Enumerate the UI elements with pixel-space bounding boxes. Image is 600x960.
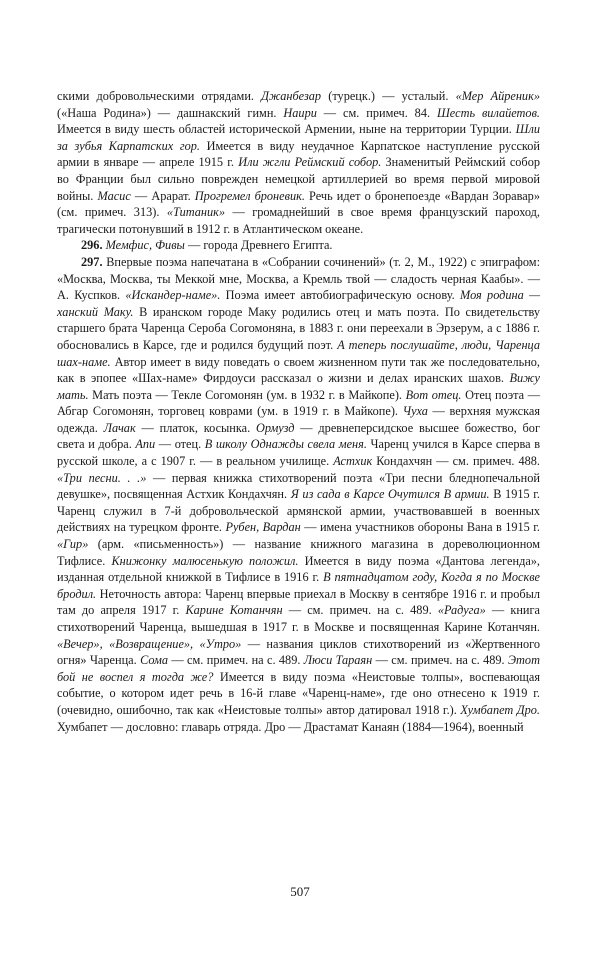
commentary-segment: Имеется в виду поэма «Неистовые толпы», воспевающая событие, о котором идет речь в 16-й главе «Чаренц-наме», где оно отнесено к 1919 г. (очевидно, ошибочно, так как «Неистовые толпы» автор датировал 1918 г.). <box>57 669 540 717</box>
cited-phrase: Вижу мать. <box>57 371 540 402</box>
cited-phrase: Этот бой не воспел я тогда же? <box>57 653 540 684</box>
cited-phrase: «Три песни. . .» <box>57 470 147 485</box>
paragraph-continuation <box>57 88 540 237</box>
cited-phrase: Прогремел броневик. <box>194 188 305 203</box>
commentary-segment: — см. примеч. на с. 489. <box>168 653 304 668</box>
commentary-segment: Автор имеет в виду поведать о своем жизненном пути так же последовательно, как в эпопее «Шах-наме» Фирдоуси рассказал о жизни и делах иранских шахов. <box>57 354 540 386</box>
commentary-segment: Впервые поэма напечатана в «Собрании сочинений» (т. 2, М., 1922) с эпиграфом: «Москва, Москва, ты Меккой мне, Москва, а Кремль твой — сладость черная Каабы». — А. Куспков. <box>57 254 540 303</box>
cited-phrase: Апи <box>135 437 156 452</box>
commentary-segment: — Арарат. <box>130 188 195 203</box>
cited-phrase: Лачак <box>103 420 136 435</box>
cited-phrase: Ормузд <box>256 420 295 435</box>
cited-phrase: Астхик <box>333 454 373 469</box>
cited-phrase: Сома <box>140 653 169 668</box>
commentary-segment: (турецк.) — усталый. <box>321 89 456 103</box>
commentary-segment: — первая книжка стихотворений поэта «Три песни бледнопечальной девушке», посвященная Астхик Кондахчян. <box>57 470 540 502</box>
commentary-segment: В иранском городе Маку родились отец и мать поэта. По свидетельству старшего брата Чаренца Сероба Согомоняна, в 1883 г. они переехали в Эрзерум, а с 1886 г. обосновались в Карсе, где и родился будущий поэт. <box>57 304 541 352</box>
commentary-segment: Хумбапет — дословно: главарь отряда. Дро — Драстамат Канаян (1884—1964), военный <box>57 719 524 734</box>
cited-phrase: Шли за зубья Карпатских гор. <box>57 122 540 153</box>
cited-phrase: Шесть вилайетов. <box>436 105 540 120</box>
commentary-segment: — имена участников обороны Вана в 1915 г. <box>300 520 540 535</box>
note-297 <box>57 254 540 735</box>
cited-phrase: Моя родина — ханский Маку. <box>57 288 541 319</box>
commentary-segment: Неточность автора: Чаренц впервые приехал в Москву в сентябре 1916 г. и пробыл там до апреля 1917 г. <box>57 586 540 618</box>
commentary-segment: Кондахчян — см. примеч. 488. <box>372 454 540 469</box>
commentary-segment: Чаренц учился в Карсе сперва в русской школе, а с 1907 г. — в реальном училище. <box>57 437 541 469</box>
commentary-segment: скими добровольческими отрядами. <box>57 89 262 103</box>
cited-phrase: Джанбезар <box>261 89 322 103</box>
commentary-segment: Мать поэта — Текле Согомонян (ум. в 1932 г. в Майкопе). <box>88 387 406 402</box>
commentary-segment: В 1915 г. Чаренц служил в 7-й добровольческой армянской армии, участвовавшей в военных действиях на турецком фронте. <box>57 487 541 535</box>
cited-phrase: Вот отец. <box>405 387 462 402</box>
commentary-segment: (арм. «письменность») — название книжного магазина в дореволюционном Тифлисе. <box>57 537 540 568</box>
commentary-segment: Поэма имеет автобиографическую основу. <box>220 288 460 303</box>
commentary-segment: Знаменитый Реймский собор во Франции был сильно поврежден немецкой артиллерией во время первой мировой войны. <box>57 155 540 203</box>
cited-phrase: «Гир» <box>57 537 89 552</box>
commentary-segment: — города Древнего Египта. <box>184 238 333 253</box>
cited-phrase: Я из сада в Карсе Очутился В армии. <box>290 487 490 502</box>
cited-phrase: В пятнадцатом году, Когда я по Москве бродил. <box>57 570 540 601</box>
cited-phrase: «Мер Айреник» <box>455 89 540 103</box>
commentary-segment: — названия циклов стихотворений из «Жертвенного огня» Чаренца. <box>57 636 540 668</box>
cited-phrase: Мемфис, Фивы <box>105 238 185 253</box>
commentary-segment: Имеется в виду неудачное Карпатское наступление русской армии в январе — апреле 1915 г. <box>57 138 540 170</box>
commentary-segment: («Наша Родина») — дашнакский гимн. <box>57 105 284 120</box>
commentary-segment: — платок, косынка. <box>135 420 257 435</box>
cited-phrase: Карине Котанчян <box>185 603 283 618</box>
page-number: 507 <box>290 884 310 899</box>
commentary-segment: — верхняя мужская одежда. <box>57 404 540 435</box>
commentary-segment: — см. примеч. 84. <box>316 105 437 120</box>
commentary-segment: Отец поэта — Абгар Согомонян, торговец коврами (ум. в 1919 г. в Майкопе). <box>57 387 540 419</box>
cited-phrase: Люси Тараян <box>303 653 373 668</box>
note-number: 296. <box>81 238 103 253</box>
cited-phrase: В школу Однажды свела меня. <box>204 437 367 452</box>
note-296 <box>57 237 540 254</box>
cited-phrase: А теперь послушайте, люди, Чаренца шах-наме. <box>57 337 540 369</box>
cited-phrase: Масис <box>97 188 131 203</box>
cited-phrase: «Титаник» <box>166 205 226 220</box>
commentary-segment: — см. примеч. на с. 489. <box>372 653 508 668</box>
cited-phrase: Книжонку малюсенькую положил. <box>111 553 299 568</box>
note-number: 297. <box>81 254 103 269</box>
commentary-segment: — см. примеч. на с. 489. <box>282 603 438 618</box>
commentary-segment: — книга стихотворений Чаренца, вышедшая в 1917 г. в Москве и посвященная Карине Котанчян. <box>57 603 540 634</box>
cited-phrase: Чуха <box>402 404 428 419</box>
cited-phrase: «Искандер-наме». <box>125 288 221 303</box>
commentary-segment: Речь идет о бронепоезде «Вардан Зоравар» (см. примеч. 313). <box>57 188 540 220</box>
commentary-segment: Имеется в виду поэма «Дантова легенда», изданная отдельной книжкой в Тифлисе в 1916 г. <box>57 553 540 585</box>
commentary-segment: Имеется в виду шесть областей исторической Армении, ныне на территории Турции. <box>57 122 516 137</box>
cited-phrase: Рубен, Вардан <box>225 520 301 535</box>
cited-phrase: Хумбапет Дро. <box>460 702 540 717</box>
cited-phrase: Наири <box>283 105 317 120</box>
commentary-segment: — древнеперсидское высшее божество, бог света и добра. <box>57 420 540 452</box>
commentary-segment: — громаднейший в свое время французский пароход, трагически потонувший в 1912 г. в Атлантическом океане. <box>57 205 540 236</box>
cited-phrase: Или жгли Реймский собор. <box>238 155 382 170</box>
cited-phrase: «Вечер», «Возвращение», «Утро» <box>57 636 242 651</box>
commentary-text <box>57 88 540 735</box>
commentary-segment: — отец. <box>155 437 205 452</box>
cited-phrase: «Радуга» <box>437 603 486 618</box>
